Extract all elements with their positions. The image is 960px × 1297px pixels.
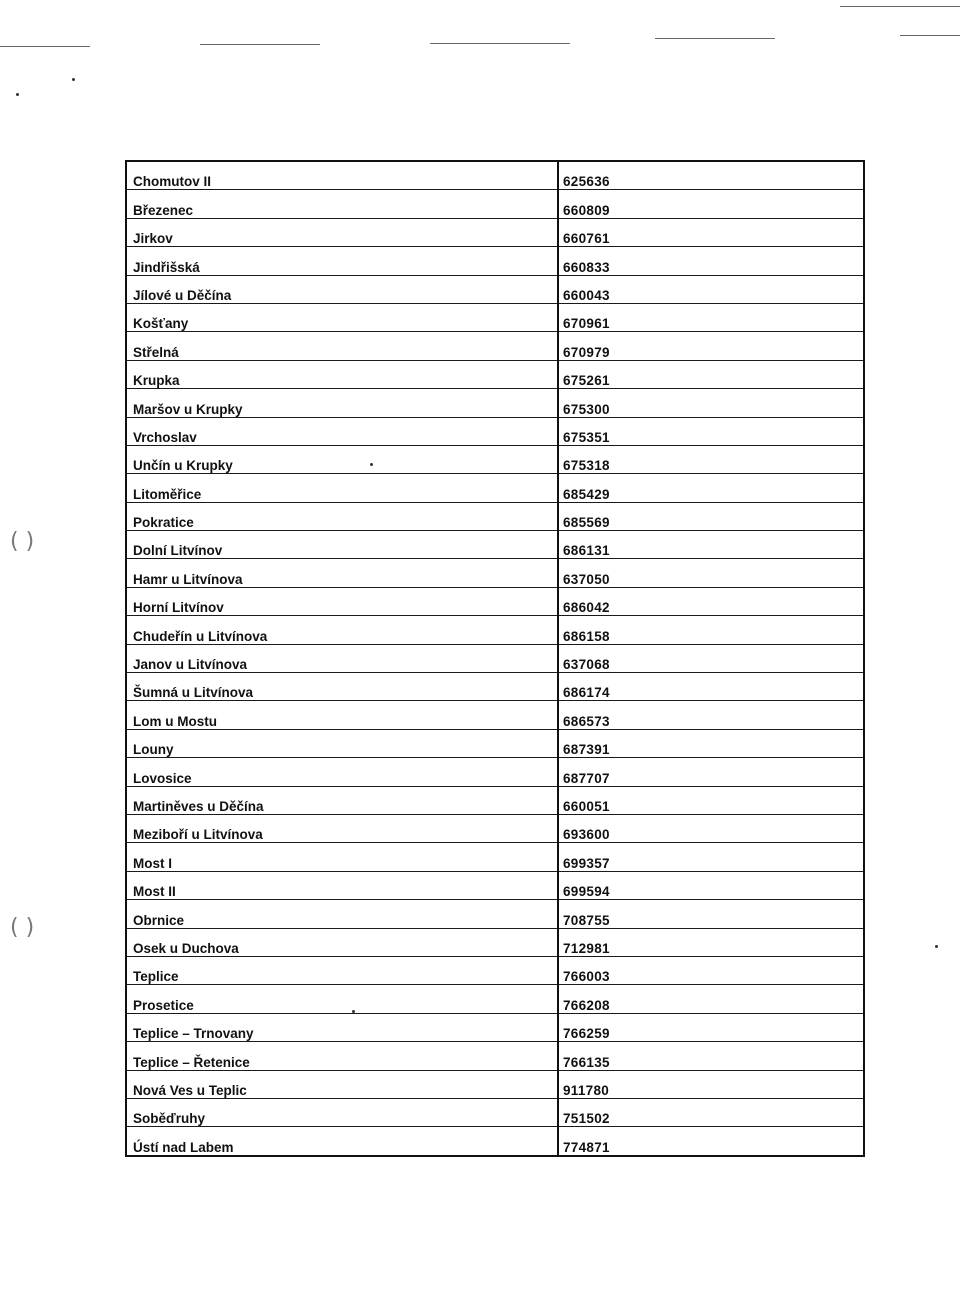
cadastral-area-code: 766003 <box>558 956 864 984</box>
cadastral-area-code: 687707 <box>558 758 864 786</box>
cadastral-area-name: Teplice – Řetenice <box>126 1042 558 1070</box>
cadastral-area-name: Most I <box>126 843 558 871</box>
table-row <box>126 900 864 928</box>
table-row <box>126 956 864 984</box>
cadastral-area-code: 766135 <box>558 1042 864 1070</box>
table-row <box>126 1042 864 1070</box>
cadastral-area-code: 699594 <box>558 871 864 899</box>
scan-artifact-line <box>900 35 960 36</box>
cadastral-area-code: 708755 <box>558 900 864 928</box>
cadastral-area-name: Teplice <box>126 956 558 984</box>
scan-artifact-line <box>840 6 960 7</box>
table-row <box>126 616 864 644</box>
table-row <box>126 247 864 275</box>
table-row <box>126 701 864 729</box>
cadastral-area-name: Hamr u Litvínova <box>126 559 558 587</box>
cadastral-area-name: Soběďruhy <box>126 1098 558 1126</box>
cadastral-area-code: 660043 <box>558 275 864 303</box>
table-row <box>126 445 864 473</box>
cadastral-area-code: 660051 <box>558 786 864 814</box>
cadastral-area-code: 766208 <box>558 985 864 1013</box>
cadastral-area-code: 751502 <box>558 1098 864 1126</box>
cadastral-area-code: 675261 <box>558 360 864 388</box>
cadastral-area-code: 670961 <box>558 303 864 331</box>
table-row <box>126 786 864 814</box>
table-row <box>126 985 864 1013</box>
cadastral-area-name: Litoměřice <box>126 474 558 502</box>
cadastral-area-name: Teplice – Trnovany <box>126 1013 558 1041</box>
cadastral-table <box>125 160 865 1157</box>
table-row <box>126 843 864 871</box>
cadastral-area-name: Vrchoslav <box>126 417 558 445</box>
cadastral-area-code: 686131 <box>558 531 864 559</box>
cadastral-area-code: 766259 <box>558 1013 864 1041</box>
cadastral-area-code: 911780 <box>558 1070 864 1098</box>
table-row <box>126 502 864 530</box>
table-row <box>126 758 864 786</box>
table-row <box>126 1013 864 1041</box>
table-row <box>126 161 864 190</box>
table-row <box>126 644 864 672</box>
cadastral-area-code: 660809 <box>558 190 864 218</box>
cadastral-area-code: 687391 <box>558 729 864 757</box>
table-row <box>126 360 864 388</box>
scan-artifact-line <box>430 43 570 44</box>
cadastral-area-code: 699357 <box>558 843 864 871</box>
table-row <box>126 332 864 360</box>
table-row <box>126 871 864 899</box>
cadastral-area-code: 637068 <box>558 644 864 672</box>
table-row <box>126 928 864 956</box>
cadastral-area-code: 660761 <box>558 218 864 246</box>
cadastral-area-code: 686158 <box>558 616 864 644</box>
cadastral-area-code: 693600 <box>558 814 864 842</box>
cadastral-area-code: 670979 <box>558 332 864 360</box>
table-row <box>126 218 864 246</box>
cadastral-area-name: Most II <box>126 871 558 899</box>
cadastral-area-code: 675300 <box>558 389 864 417</box>
cadastral-area-code: 686042 <box>558 587 864 615</box>
cadastral-area-code: 625636 <box>558 161 864 190</box>
cadastral-area-name: Chudeřín u Litvínova <box>126 616 558 644</box>
cadastral-area-code: 712981 <box>558 928 864 956</box>
cadastral-area-code: 675351 <box>558 417 864 445</box>
cadastral-area-name: Unčín u Krupky <box>126 445 558 473</box>
cadastral-area-name: Horní Litvínov <box>126 587 558 615</box>
cadastral-area-code: 774871 <box>558 1127 864 1156</box>
cadastral-area-name: Chomutov II <box>126 161 558 190</box>
cadastral-area-name: Nová Ves u Teplic <box>126 1070 558 1098</box>
cadastral-area-name: Osek u Duchova <box>126 928 558 956</box>
table-row <box>126 531 864 559</box>
punch-hole-icon: ( ) <box>10 529 35 554</box>
cadastral-area-name: Jindřišská <box>126 247 558 275</box>
table-row <box>126 673 864 701</box>
cadastral-area-name: Střelná <box>126 332 558 360</box>
table-row <box>126 1070 864 1098</box>
cadastral-area-code: 686174 <box>558 673 864 701</box>
cadastral-area-name: Obrnice <box>126 900 558 928</box>
table-row <box>126 417 864 445</box>
table-row <box>126 559 864 587</box>
cadastral-area-name: Košťany <box>126 303 558 331</box>
table-row <box>126 275 864 303</box>
cadastral-area-name: Janov u Litvínova <box>126 644 558 672</box>
cadastral-area-name: Ústí nad Labem <box>126 1127 558 1156</box>
scan-speck <box>16 93 19 96</box>
cadastral-area-name: Meziboří u Litvínova <box>126 814 558 842</box>
cadastral-area-name: Krupka <box>126 360 558 388</box>
cadastral-area-code: 686573 <box>558 701 864 729</box>
cadastral-area-name: Jirkov <box>126 218 558 246</box>
scan-artifact-line <box>200 44 320 45</box>
cadastral-area-code: 637050 <box>558 559 864 587</box>
cadastral-area-name: Maršov u Krupky <box>126 389 558 417</box>
cadastral-area-code: 685429 <box>558 474 864 502</box>
table-row <box>126 389 864 417</box>
table-row <box>126 190 864 218</box>
scan-speck <box>72 78 75 81</box>
cadastral-area-name: Dolní Litvínov <box>126 531 558 559</box>
scan-artifact-line <box>0 46 90 47</box>
cadastral-area-name: Šumná u Litvínova <box>126 673 558 701</box>
cadastral-area-code: 660833 <box>558 247 864 275</box>
cadastral-area-name: Březenec <box>126 190 558 218</box>
cadastral-area-name: Louny <box>126 729 558 757</box>
table-row <box>126 814 864 842</box>
cadastral-area-name: Lom u Mostu <box>126 701 558 729</box>
table-row <box>126 1098 864 1126</box>
cadastral-area-name: Martiněves u Děčína <box>126 786 558 814</box>
table-row <box>126 303 864 331</box>
scan-speck <box>935 945 938 948</box>
cadastral-area-code: 685569 <box>558 502 864 530</box>
table-row <box>126 474 864 502</box>
table-row <box>126 729 864 757</box>
table-row <box>126 587 864 615</box>
punch-hole-icon: ( ) <box>10 915 35 940</box>
cadastral-area-name: Prosetice <box>126 985 558 1013</box>
cadastral-area-name: Lovosice <box>126 758 558 786</box>
cadastral-area-code: 675318 <box>558 445 864 473</box>
cadastral-area-name: Jílové u Děčína <box>126 275 558 303</box>
table-row <box>126 1127 864 1156</box>
scan-artifact-line <box>655 38 775 39</box>
cadastral-table-body <box>126 161 864 1156</box>
cadastral-area-name: Pokratice <box>126 502 558 530</box>
